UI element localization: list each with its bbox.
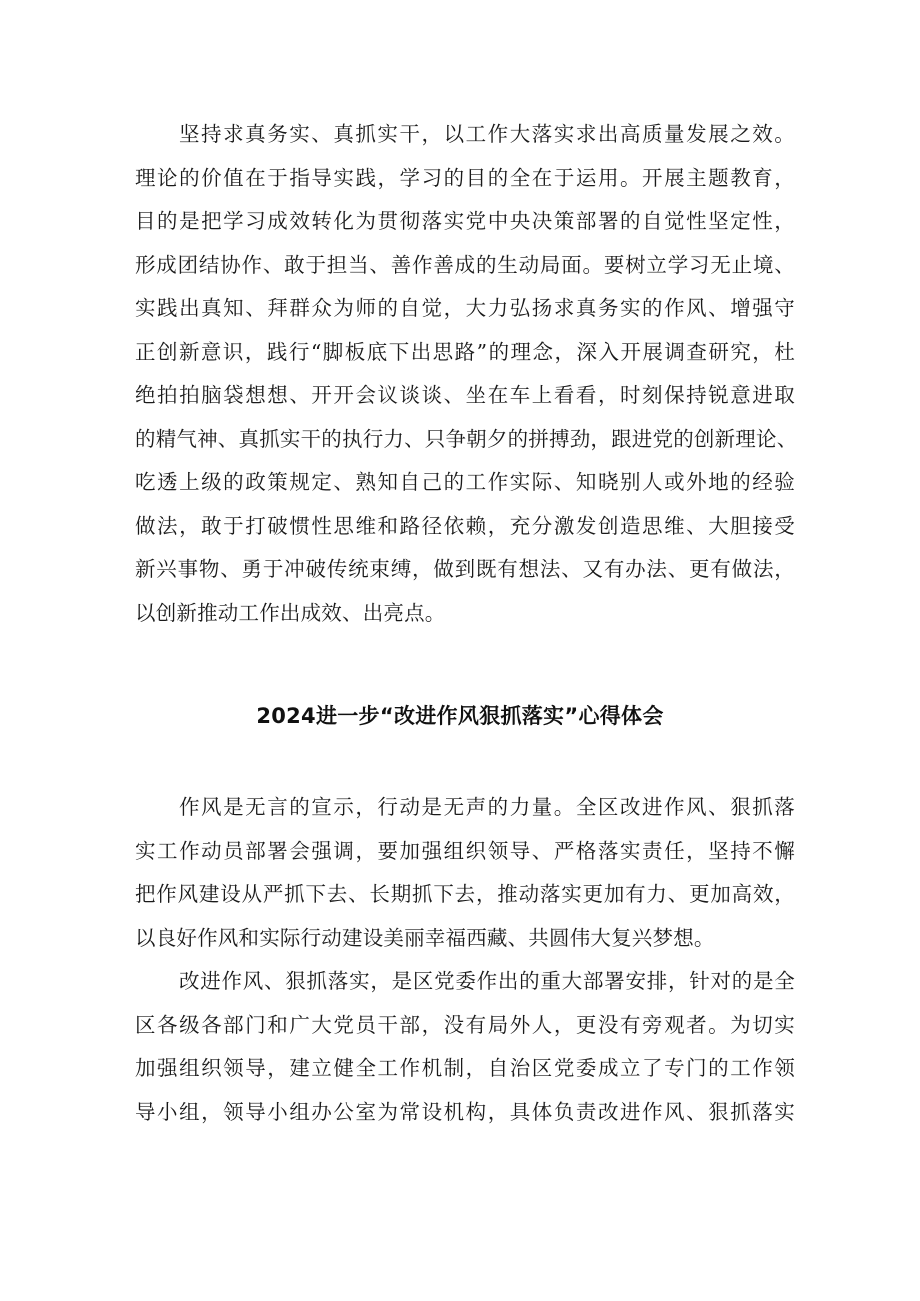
- text-line: 吃透上级的政策规定、熟知自己的工作实际、知晓别人或外地的经验: [135, 470, 795, 494]
- body-paragraph-2: [135, 786, 795, 1134]
- text-line: 以良好作风和实际行动建设美丽幸福西藏、共圆伟大复兴梦想。: [135, 925, 715, 950]
- text-line: 绝拍拍脑袋想想、开开会议谈谈、坐在车上看看，时刻保持锐意进取: [135, 383, 795, 407]
- text-line: 导小组，领导小组办公室为常设机构，具体负责改进作风、狠抓落实: [135, 1099, 795, 1124]
- text-line: 实践出真知、拜群众为师的自觉，大力弘扬求真务实的作风、增强守: [135, 296, 795, 320]
- text-line: 形成团结协作、敢于担当、善作善成的生动局面。要树立学习无止境、: [135, 252, 795, 277]
- text-line: 改进作风、狠抓落实，是区党委作出的重大部署安排，针对的是全: [179, 969, 795, 993]
- text-line: 以创新推动工作出成效、出亮点。: [135, 600, 446, 625]
- text-line: 新兴事物、勇于冲破传统束缚，做到既有想法、又有办法、更有做法，: [135, 557, 795, 581]
- section-heading: 2024进一步“改进作风狠抓落实”心得体会: [256, 704, 664, 728]
- text-line: 把作风建设从严抓下去、长期抓下去，推动落实更加有力、更加高效，: [135, 882, 795, 906]
- body-paragraph-1: [135, 113, 798, 635]
- text-line: 的精气神、真抓实干的执行力、只争朝夕的拼搏劲，跟进党的创新理论、: [135, 426, 798, 451]
- text-line: 实工作动员部署会强调，要加强组织领导、严格落实责任，坚持不懈: [135, 838, 795, 863]
- text-line: 坚持求真务实、真抓实干，以工作大落实求出高质量发展之效。: [179, 122, 795, 146]
- text-line: 作风是无言的宣示，行动是无声的力量。全区改进作风、狠抓落: [179, 795, 795, 819]
- text-line: 加强组织领导，建立健全工作机制，自治区党委成立了专门的工作领: [135, 1056, 795, 1080]
- text-line: 做法，敢于打破惯性思维和路径依赖，充分激发创造思维、大胆接受: [135, 513, 795, 538]
- text-line: 正创新意识，践行“脚板底下出思路”的理念，深入开展调查研究，杜: [135, 339, 795, 364]
- text-line: 目的是把学习成效转化为贯彻落实党中央决策部署的自觉性坚定性，: [135, 209, 795, 233]
- text-line: 区各级各部门和广大党员干部，没有局外人，更没有旁观者。为切实: [135, 1012, 795, 1037]
- text-line: 理论的价值在于指导实践，学习的目的全在于运用。开展主题教育，: [135, 165, 795, 190]
